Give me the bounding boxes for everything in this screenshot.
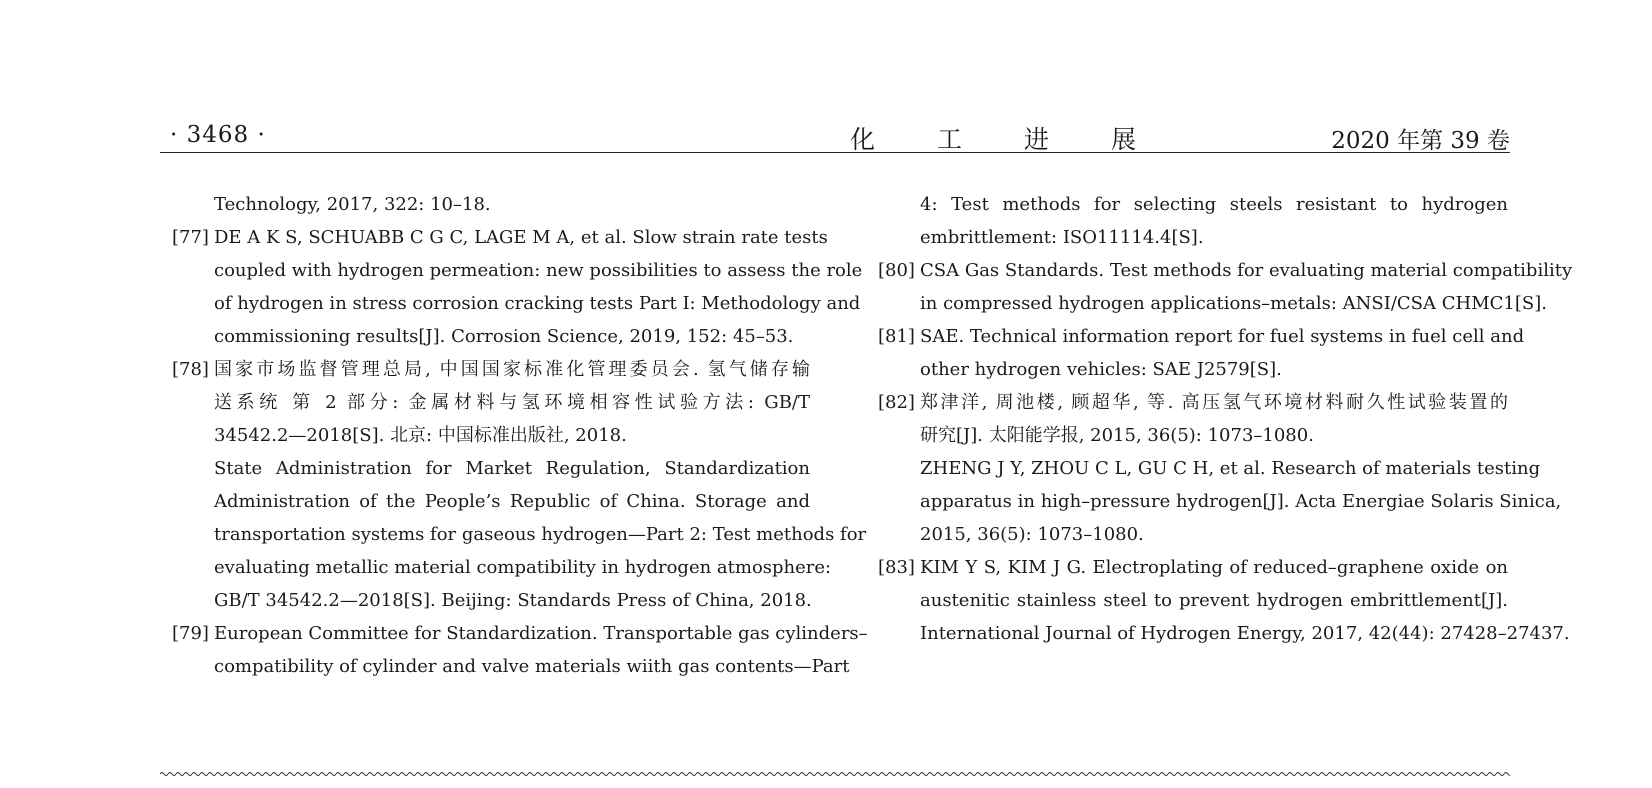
running-header — [160, 118, 1510, 153]
reference-line: embrittlement: ISO11114.4[S]. — [920, 227, 1204, 248]
reference-80 — [878, 254, 1573, 320]
reference-line: International Journal of Hydrogen Energy, 2017, 42(44): 27428–27437. — [920, 623, 1570, 644]
reference-line: 2015, 36(5): 1073–1080. — [920, 524, 1144, 545]
reference-continuation — [172, 188, 810, 221]
reference-text — [214, 221, 863, 353]
reference-line: European Committee for Standardization. Transportable gas cylinders– — [214, 623, 868, 644]
reference-78 — [172, 353, 867, 617]
reference-line: of hydrogen in stress corrosion cracking tests Part I: Methodology and — [214, 293, 861, 314]
reference-line: 郑津洋, 周池楼, 顾超华, 等. 高压氢气环境材料耐久性试验装置的 — [920, 392, 1508, 413]
reference-number: [81] — [878, 326, 915, 347]
reference-text — [920, 254, 1573, 320]
page-number: · 3468 · — [170, 122, 266, 148]
journal-title-char: 工 — [937, 125, 963, 154]
reference-line: 4: Test methods for selecting steels resistant to hydrogen — [920, 194, 1508, 215]
right-column — [878, 188, 1573, 650]
reference-line: 送系统 第 2 部分: 金属材料与氢环境相容性试验方法: GB/T — [214, 392, 810, 413]
journal-title-char: 进 — [1024, 125, 1050, 154]
left-column — [172, 188, 868, 683]
reference-77 — [172, 221, 863, 353]
reference-number: [78] — [172, 359, 209, 380]
reference-79 — [172, 617, 868, 683]
reference-line: austenitic stainless steel to prevent hydrogen embrittlement[J]. — [920, 590, 1508, 611]
reference-line: Technology, 2017, 322: 10–18. — [214, 194, 491, 215]
journal-title — [850, 120, 1136, 156]
reference-83 — [878, 551, 1570, 650]
journal-title-char: 展 — [1111, 125, 1137, 154]
reference-text — [214, 617, 868, 683]
reference-line: other hydrogen vehicles: SAE J2579[S]. — [920, 359, 1282, 380]
reference-line: 国家市场监督管理总局, 中国国家标准化管理委员会. 氢气储存输 — [214, 359, 810, 380]
reference-continuation — [878, 188, 1508, 254]
reference-line: KIM Y S, KIM J G. Electroplating of reduced–graphene oxide on — [920, 557, 1508, 578]
reference-line: GB/T 34542.2—2018[S]. Beijing: Standards Press of China, 2018. — [214, 590, 812, 611]
reference-number: [80] — [878, 260, 915, 281]
reference-line: 34542.2—2018[S]. 北京: 中国标准出版社, 2018. — [214, 425, 627, 446]
volume-info: 2020 年第 39 卷 — [1331, 128, 1510, 154]
reference-number: [79] — [172, 623, 209, 644]
reference-line: ZHENG J Y, ZHOU C L, GU C H, et al. Research of materials testing — [920, 458, 1541, 479]
reference-82 — [878, 386, 1562, 551]
reference-line: apparatus in high–pressure hydrogen[J]. Acta Energiae Solaris Sinica, — [920, 491, 1562, 512]
reference-81 — [878, 320, 1525, 386]
reference-number: [82] — [878, 392, 915, 413]
reference-text — [920, 386, 1562, 551]
reference-line: Administration of the People’s Republic of China. Storage and — [214, 491, 810, 512]
reference-line: transportation systems for gaseous hydrogen—Part 2: Test methods for — [214, 524, 867, 545]
reference-line: CSA Gas Standards. Test methods for evaluating material compatibility — [920, 260, 1573, 281]
footer-wavy-rule — [160, 770, 1510, 778]
reference-line: SAE. Technical information report for fuel systems in fuel cell and — [920, 326, 1525, 347]
reference-line: compatibility of cylinder and valve materials wiith gas contents—Part — [214, 656, 850, 677]
reference-text — [920, 320, 1525, 386]
journal-title-char: 化 — [850, 125, 876, 154]
reference-text — [920, 551, 1570, 650]
reference-number: [83] — [878, 557, 915, 578]
reference-number: [77] — [172, 227, 209, 248]
reference-line: 研究[J]. 太阳能学报, 2015, 36(5): 1073–1080. — [920, 425, 1314, 446]
reference-line: evaluating metallic material compatibility in hydrogen atmosphere: — [214, 557, 832, 578]
reference-line: commissioning results[J]. Corrosion Science, 2019, 152: 45–53. — [214, 326, 794, 347]
reference-line: in compressed hydrogen applications–metals: ANSI/CSA CHMC1[S]. — [920, 293, 1547, 314]
reference-text — [214, 353, 867, 617]
reference-line: coupled with hydrogen permeation: new possibilities to assess the role — [214, 260, 863, 281]
reference-line: DE A K S, SCHUABB C G C, LAGE M A, et al. Slow strain rate tests — [214, 227, 828, 248]
reference-line: State Administration for Market Regulation, Standardization — [214, 458, 810, 479]
